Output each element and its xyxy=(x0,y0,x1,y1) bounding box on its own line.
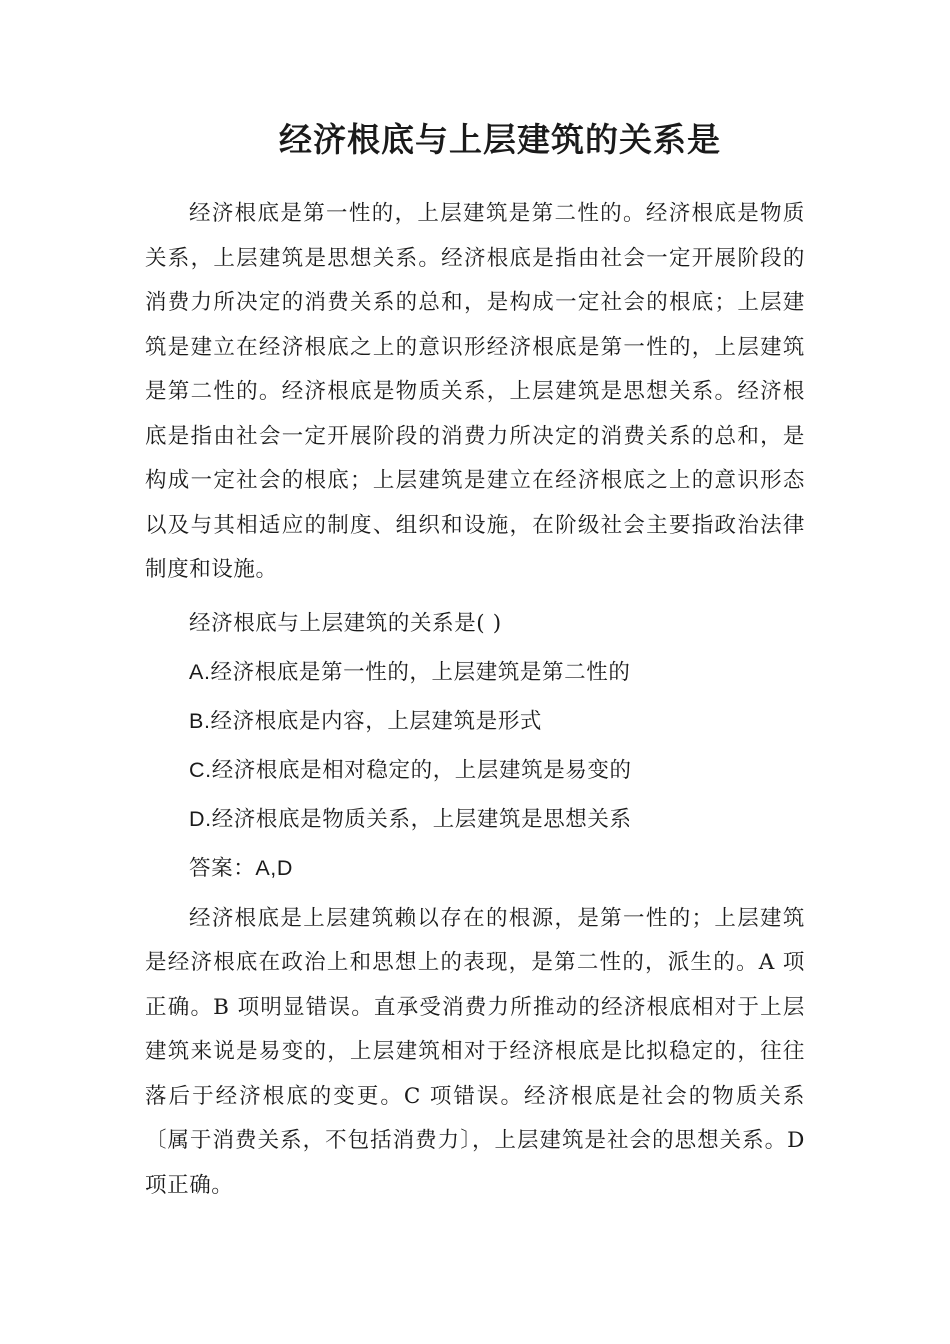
answer-line xyxy=(145,844,805,893)
answer-label: 答案： xyxy=(189,855,256,881)
option-c-letter: C. xyxy=(189,757,212,782)
option-c-text: 经济根底是相对稳定的，上层建筑是易变的 xyxy=(211,757,632,783)
option-c xyxy=(145,746,805,795)
question-text: 经济根底与上层建筑的关系是( ) xyxy=(189,610,502,636)
explanation-paragraph: 经济根底是上层建筑赖以存在的根源，是第一性的；上层建筑是经济根底在政治上和思想上的表现，是第二性的，派生的。A 项正确。B 项明显错误。直承受消费力所推动的经济根底相对于上层建筑来说是易变的，上层建筑相对于经济根底是比拟稳定的，往往落后于经济根底的变更。C 项错误。经济根底是社会的物质关系〔属于消费关系，不包括消费力〕，上层建筑是社会的思想关系。D 项正确。 xyxy=(145,905,805,1198)
option-a-letter: A. xyxy=(189,659,211,684)
option-a xyxy=(145,648,805,697)
option-b-text: 经济根底是内容，上层建筑是形式 xyxy=(210,708,543,734)
option-d xyxy=(145,795,805,844)
document-title: 经济根底与上层建筑的关系是 xyxy=(279,120,721,159)
option-a-text: 经济根底是第一性的，上层建筑是第二性的 xyxy=(210,659,631,685)
answer-value: A,D xyxy=(255,855,293,880)
option-d-text: 经济根底是物质关系，上层建筑是思想关系 xyxy=(211,806,632,832)
option-b xyxy=(145,697,805,746)
document-page xyxy=(145,110,805,1208)
option-b-letter: B. xyxy=(189,708,211,733)
option-d-letter: D. xyxy=(189,806,212,831)
intro-paragraph: 经济根底是第一性的，上层建筑是第二性的。经济根底是物质关系，上层建筑是思想关系。经济根底是指由社会一定开展阶段的消费力所决定的消费关系的总和，是构成一定社会的根底；上层建筑是建立在经济根底之上的意识形经济根底是第一性的，上层建筑是第二性的。经济根底是物质关系，上层建筑是思想关系。经济根底是指由社会一定开展阶段的消费力所决定的消费关系的总和，是构成一定社会的根底；上层建筑是建立在经济根底之上的意识形态以及与其相适应的制度、组织和设施，在阶级社会主要指政治法律制度和设施。 xyxy=(145,201,805,582)
